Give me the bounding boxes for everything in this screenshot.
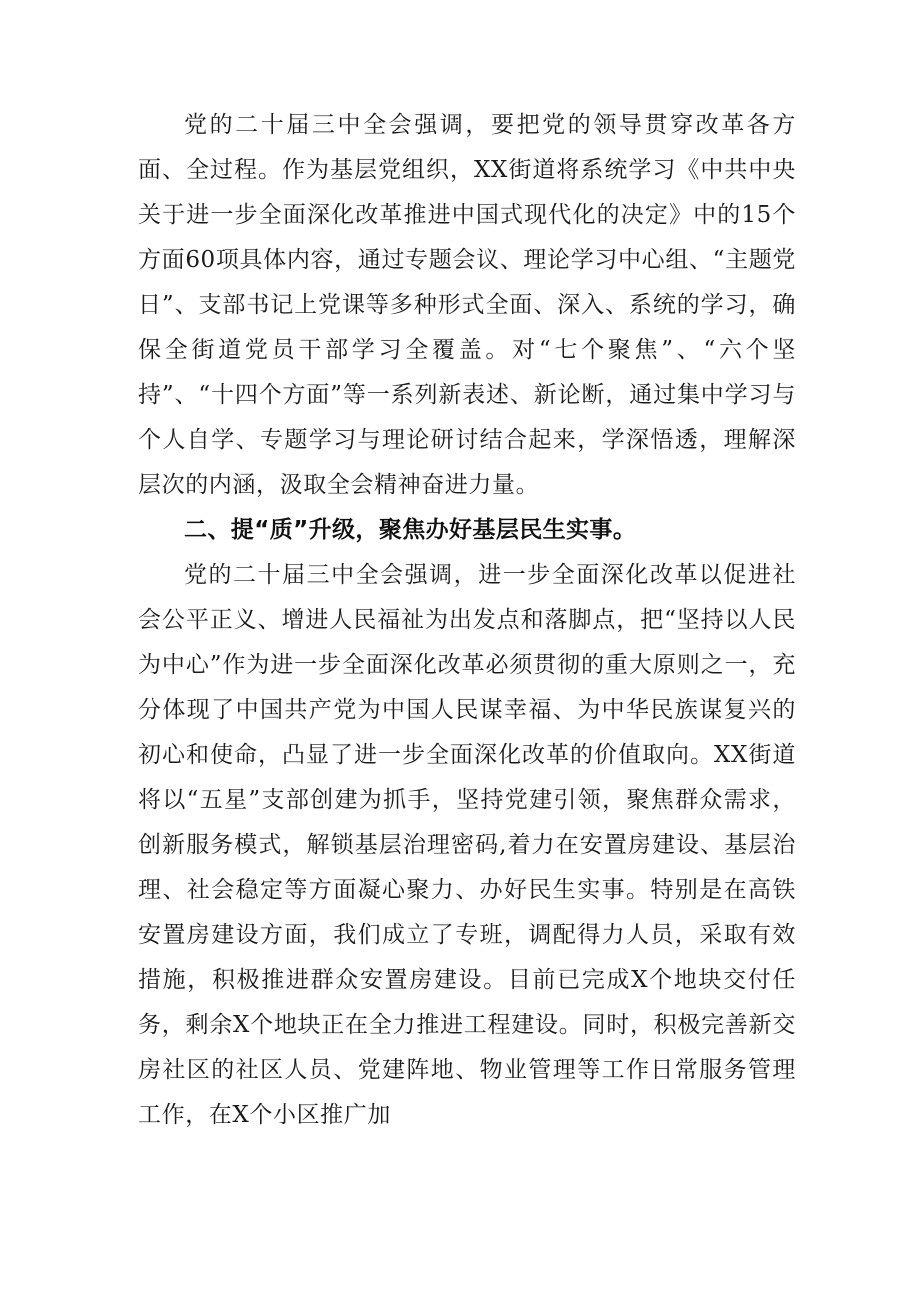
document-body — [138, 103, 796, 1138]
paragraph-people-livelihood: 党的二十届三中全会强调，进一步全面深化改革以促进社会公平正义、增进人民福祉为出发点和落脚点，把“坚持以人民为中心”作为进一步全面深化改革必须贯彻的重大原则之一，充分体现了中国共产党为中国人民谋幸福、为中华民族谋复兴的初心和使命，凸显了进一步全面深化改革的价值取向。XX街道将以“五星”支部创建为抓手，坚持党建引领，聚焦群众需求，创新服务模式，解锁基层治理密码,着力在安置房建设、基层治理、社会稳定等方面凝心聚力、办好民生实事。特别是在高铁安置房建设方面，我们成立了专班，调配得力人员，采取有效措施，积极推进群众安置房建设。目前已完成X个地块交付任务，剩余X个地块正在全力推进工程建设。同时，积极完善新交房社区的社区人员、党建阵地、物业管理等工作日常服务管理工作，在X个小区推广加 — [138, 562, 796, 1128]
paragraph-party-leadership: 党的二十届三中全会强调，要把党的领导贯穿改革各方面、全过程。作为基层党组织，XX街道将系统学习《中共中央关于进一步全面深化改革推进中国式现代化的决定》中的15个方面60项具体内容，通过专题会议、理论学习中心组、“主题党日”、支部书记上党课等多种形式全面、深入、系统的学习，确保全街道党员干部学习全覆盖。对“七个聚焦”、“六个坚持”、“十四个方面”等一系列新表述、新论断，通过集中学习与个人自学、专题学习与理论研讨结合起来，学深悟透，理解深层次的内涵，汲取全会精神奋进力量。 — [138, 112, 796, 498]
section-heading-quality-upgrade: 二、提“质”升级，聚焦办好基层民生实事。 — [184, 517, 637, 543]
